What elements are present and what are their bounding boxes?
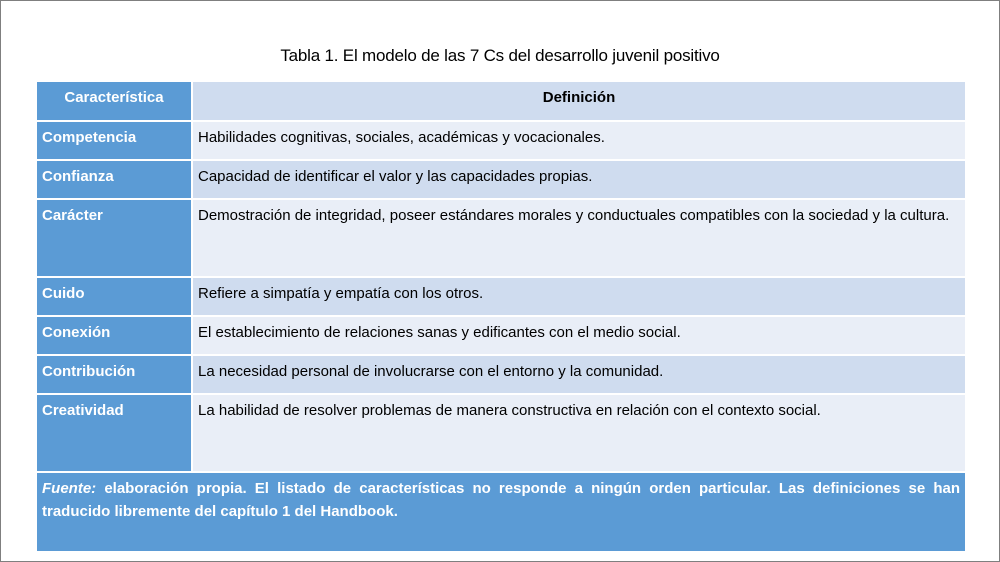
- row-key: Carácter: [36, 199, 192, 277]
- table-footer-row: [36, 472, 966, 552]
- row-definition: El establecimiento de relaciones sanas y edificantes con el medio social.: [192, 316, 966, 355]
- header-definition: Definición: [192, 81, 966, 121]
- table-row: [36, 277, 966, 316]
- footer-text: elaboración propia. El listado de características no responde a ningún orden particular. Las definiciones se han traducido libremente del capítulo 1 del Handbook.: [42, 480, 960, 520]
- table-footer: [36, 472, 966, 552]
- table-row: [36, 394, 966, 472]
- row-key: Contribución: [36, 355, 192, 394]
- row-key: Creatividad: [36, 394, 192, 472]
- table-title: Tabla 1. El modelo de las 7 Cs del desarrollo juvenil positivo: [280, 46, 720, 65]
- row-definition: Capacidad de identificar el valor y las capacidades propias.: [192, 160, 966, 199]
- table-row: [36, 316, 966, 355]
- table-row: [36, 121, 966, 160]
- row-key: Cuido: [36, 277, 192, 316]
- row-key: Competencia: [36, 121, 192, 160]
- footer-label: Fuente:: [42, 480, 97, 497]
- row-definition: Habilidades cognitivas, sociales, académicas y vocacionales.: [192, 121, 966, 160]
- table-header-row: [36, 81, 966, 121]
- row-definition: La necesidad personal de involucrarse con el entorno y la comunidad.: [192, 355, 966, 394]
- row-definition: La habilidad de resolver problemas de manera constructiva en relación con el contexto social.: [192, 394, 966, 472]
- table-row: [36, 355, 966, 394]
- row-definition: Demostración de integridad, poseer estándares morales y conductuales compatibles con la sociedad y la cultura.: [192, 199, 966, 277]
- characteristics-table: [35, 80, 967, 553]
- table-row: [36, 160, 966, 199]
- table-row: [36, 199, 966, 277]
- row-definition: Refiere a simpatía y empatía con los otros.: [192, 277, 966, 316]
- row-key: Conexión: [36, 316, 192, 355]
- row-key: Confianza: [36, 160, 192, 199]
- header-characteristic: Característica: [36, 81, 192, 121]
